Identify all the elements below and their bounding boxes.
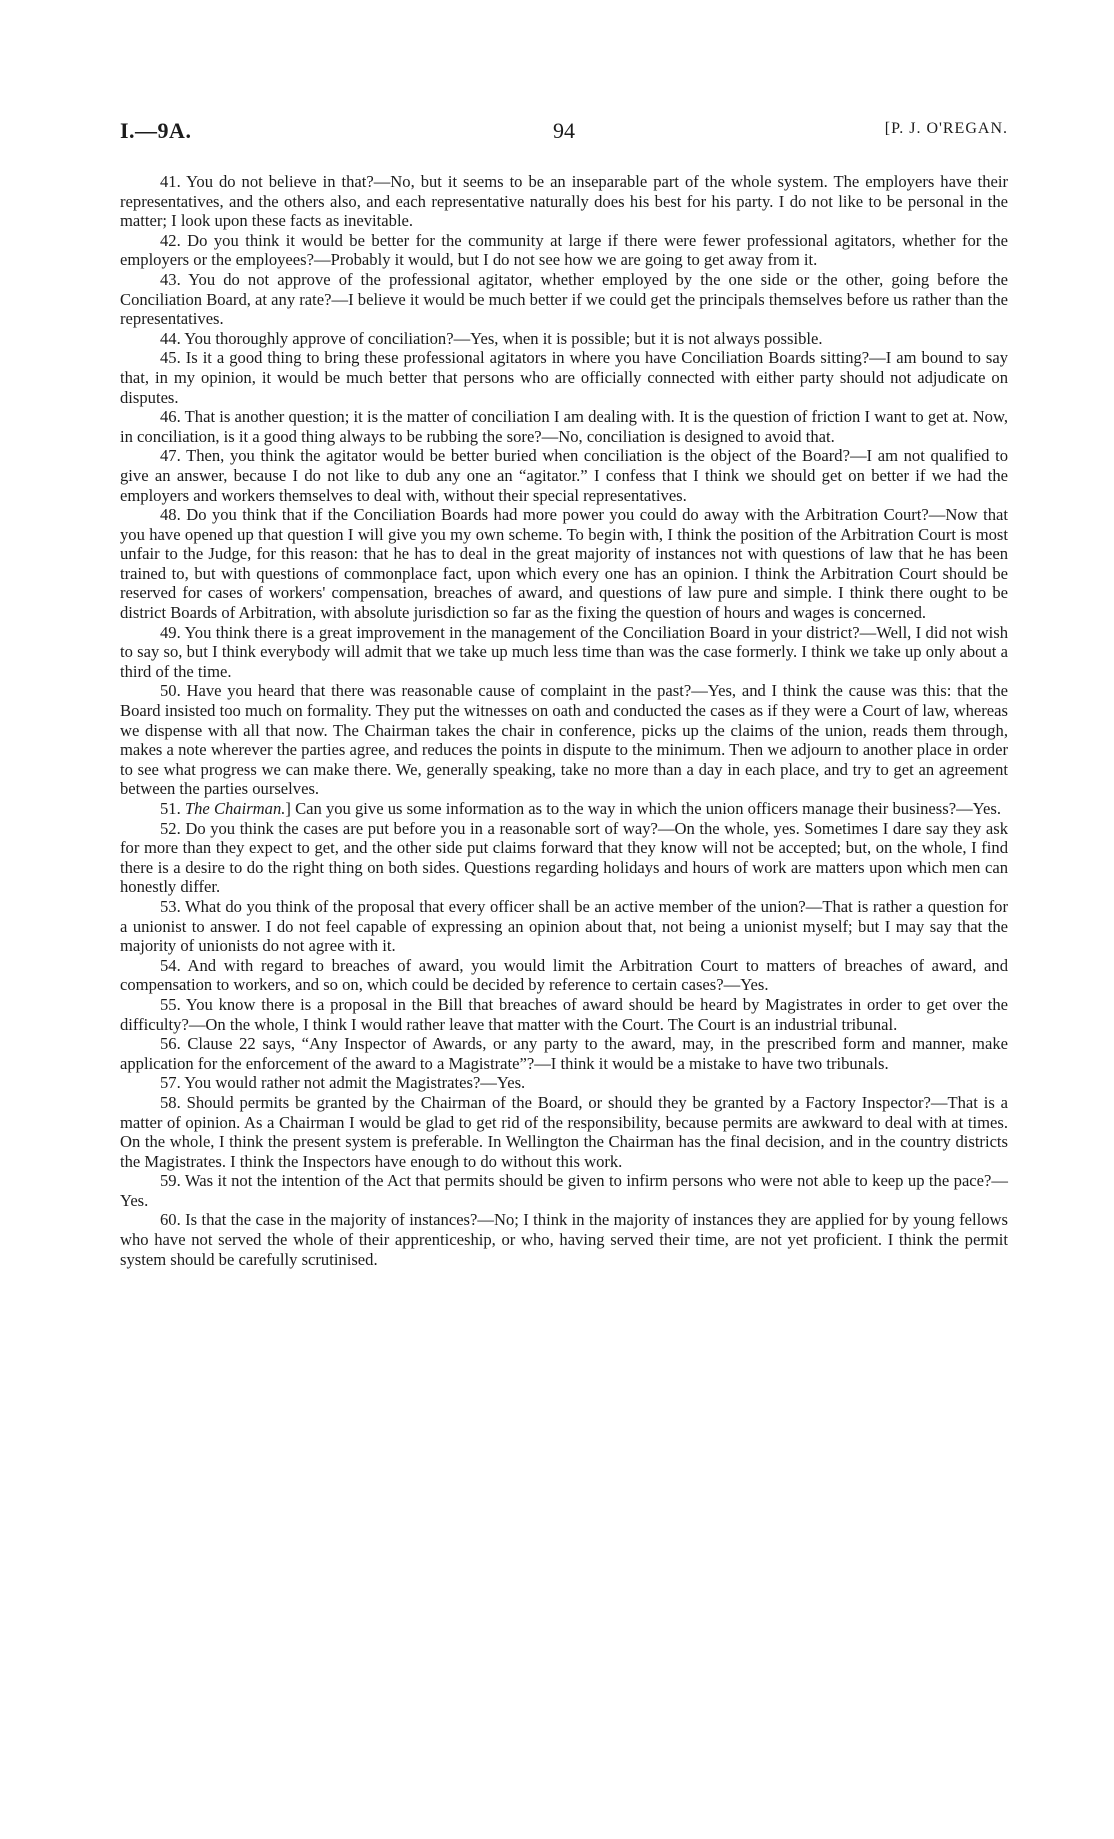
question-44: 44. You thoroughly approve of conciliation?—Yes, when it is possible; but it is not always possible. <box>160 328 823 348</box>
page-header <box>120 118 1008 148</box>
question-49: 49. You think there is a great improvement in the management of the Conciliation Board in your district?—Well, I did not wish to say so, but I think everybody will admit that we take up much less time than was the case formerly. I think we take up only about a third of the time. <box>120 622 1008 681</box>
question-59: 59. Was it not the intention of the Act that permits should be given to infirm persons who were not able to keep up the pace?—Yes. <box>120 1171 1008 1210</box>
question-55: 55. You know there is a proposal in the Bill that breaches of award should be heard by Magistrates in order to get over the difficulty?—On the whole, I think I would rather leave that matter with the Court. The Court is an industrial tribunal. <box>120 994 1008 1034</box>
question-54: 54. And with regard to breaches of award, you would limit the Arbitration Court to matters of breaches of award, and compensation to workers, and so on, which could be decided by reference to certain cases?—Yes. <box>120 955 1008 995</box>
question-43: 43. You do not approve of the professional agitator, whether employed by the one side or the other, going before the Conciliation Board, at any rate?—I believe it would be much better if we could get the principals themselves before us rather than the representatives. <box>120 269 1008 329</box>
question-56: 56. Clause 22 says, “Any Inspector of Awards, or any party to the award, may, in the prescribed form and manner, make application for the enforcement of the award to a Magistrate”?—I think it would be a mistake to have two tribunals. <box>120 1034 1008 1073</box>
question-60: 60. Is that the case in the majority of instances?—No; I think in the majority of instances they are applied for by young fellows who have not served the whole of their apprenticeship, or who, having served their time, are not yet proficient. I think the permit system should be carefully scrutinised. <box>120 1210 1008 1269</box>
question-41: 41. You do not believe in that?—No, but it seems to be an inseparable part of the whole system. The employers have their representatives, and the others also, and each representative naturally does his best for his party. I do not like to be personal in the matter; I look upon these facts as inevitable. <box>120 172 1008 231</box>
question-45: 45. Is it a good thing to bring these professional agitators in where you have Conciliation Boards sitting?—I am bound to say that, in my opinion, it would be much better that persons who are officially connected with either party should not adjudicate on disputes. <box>120 348 1008 407</box>
question-46: 46. That is another question; it is the matter of conciliation I am dealing with. It is the question of friction I want to get at. Now, in conciliation, is it a good thing always to be rubbing the sore?—No, conciliation is designed to avoid that. <box>120 407 1008 446</box>
witness-name: [P. J. O'REGAN. <box>884 120 1008 137</box>
question-58: 58. Should permits be granted by the Chairman of the Board, or should they be granted by a Factory Inspector?—That is a matter of opinion. As a Chairman I would be glad to get rid of the responsibility, because permits are awkward to deal with at times. On the whole, I think the present system is preferable. In Wellington the Chairman has the final decision, and in the country districts the Magistrates. I think the Inspectors have enough to do without this work. <box>120 1092 1008 1171</box>
document-page <box>120 118 1008 1269</box>
paper-reference: I.—9A. <box>120 118 192 143</box>
question-47: 47. Then, you think the agitator would be better buried when conciliation is the object of the Board?—I am not qualified to give an answer, because I do not like to dub any one an “agitator.” I confess that I think we should get on better if we had the employers and workers themselves to deal with, without their special representatives. <box>120 446 1008 505</box>
question-50: 50. Have you heard that there was reasonable cause of complaint in the past?—Yes, and I think the cause was this: that the Board insisted too much on formality. They put the witnesses on oath and conducted the cases as if they were a Court of law, whereas we dispense with all that now. The Chairman takes the chair in conference, picks up the claims of the union, reads them through, makes a note wherever the parties agree, and reduces the points in dispute to the minimum. Then we adjourn to another place in order to see what progress we can make there. We, generally speaking, take no more than a day in each place, and try to get an agreement between the parties ourselves. <box>120 681 1008 799</box>
question-57: 57. You would rather not admit the Magistrates?—Yes. <box>160 1073 526 1093</box>
evidence-text <box>120 172 1008 1269</box>
question-text: ] Can you give us some information as to the way in which the union officers manage their business?—Yes. <box>285 799 1001 818</box>
question-number: 51. <box>160 799 181 818</box>
question-53: 53. What do you think of the proposal that every officer shall be an active member of the union?—That is rather a question for a unionist to answer. I do not feel capable of expressing an opinion about that, not being a unionist myself; but I may say that the majority of unionists do not agree with it. <box>120 896 1008 956</box>
question-51 <box>120 799 1008 819</box>
question-42: 42. Do you think it would be better for the community at large if there were fewer professional agitators, whether for the employers or the employees?—Probably it would, but I do not see how we are going to get away from it. <box>120 230 1008 270</box>
speaker-name: The Chairman. <box>184 799 286 818</box>
question-52: 52. Do you think the cases are put before you in a reasonable sort of way?—On the whole, yes. Sometimes I dare say they ask for more than they expect to get, and the other side put claims forward that they know will not be accepted; but, on the whole, I find there is a desire to do the right thing on both sides. Questions regarding holidays and hours of work are matters upon which men can honestly differ. <box>120 818 1008 897</box>
page-number: 94 <box>553 118 575 143</box>
question-48: 48. Do you think that if the Conciliation Boards had more power you could do away with the Arbitration Court?—Now that you have opened up that question I will give you my own scheme. To begin with, I think the position of the Arbitration Court is most unfair to the Judge, for this reason: that he has to deal in the great majority of instances not with questions of law that he has been trained to, but with questions of commonplace fact, upon which every one has an opinion. I think the Arbitration Court should be reserved for cases of workers' compensation, breaches of award, and questions of law pure and simple. I think there ought to be district Boards of Arbitration, with absolute jurisdiction so far as the fixing the question of hours and wages is concerned. <box>120 505 1008 623</box>
